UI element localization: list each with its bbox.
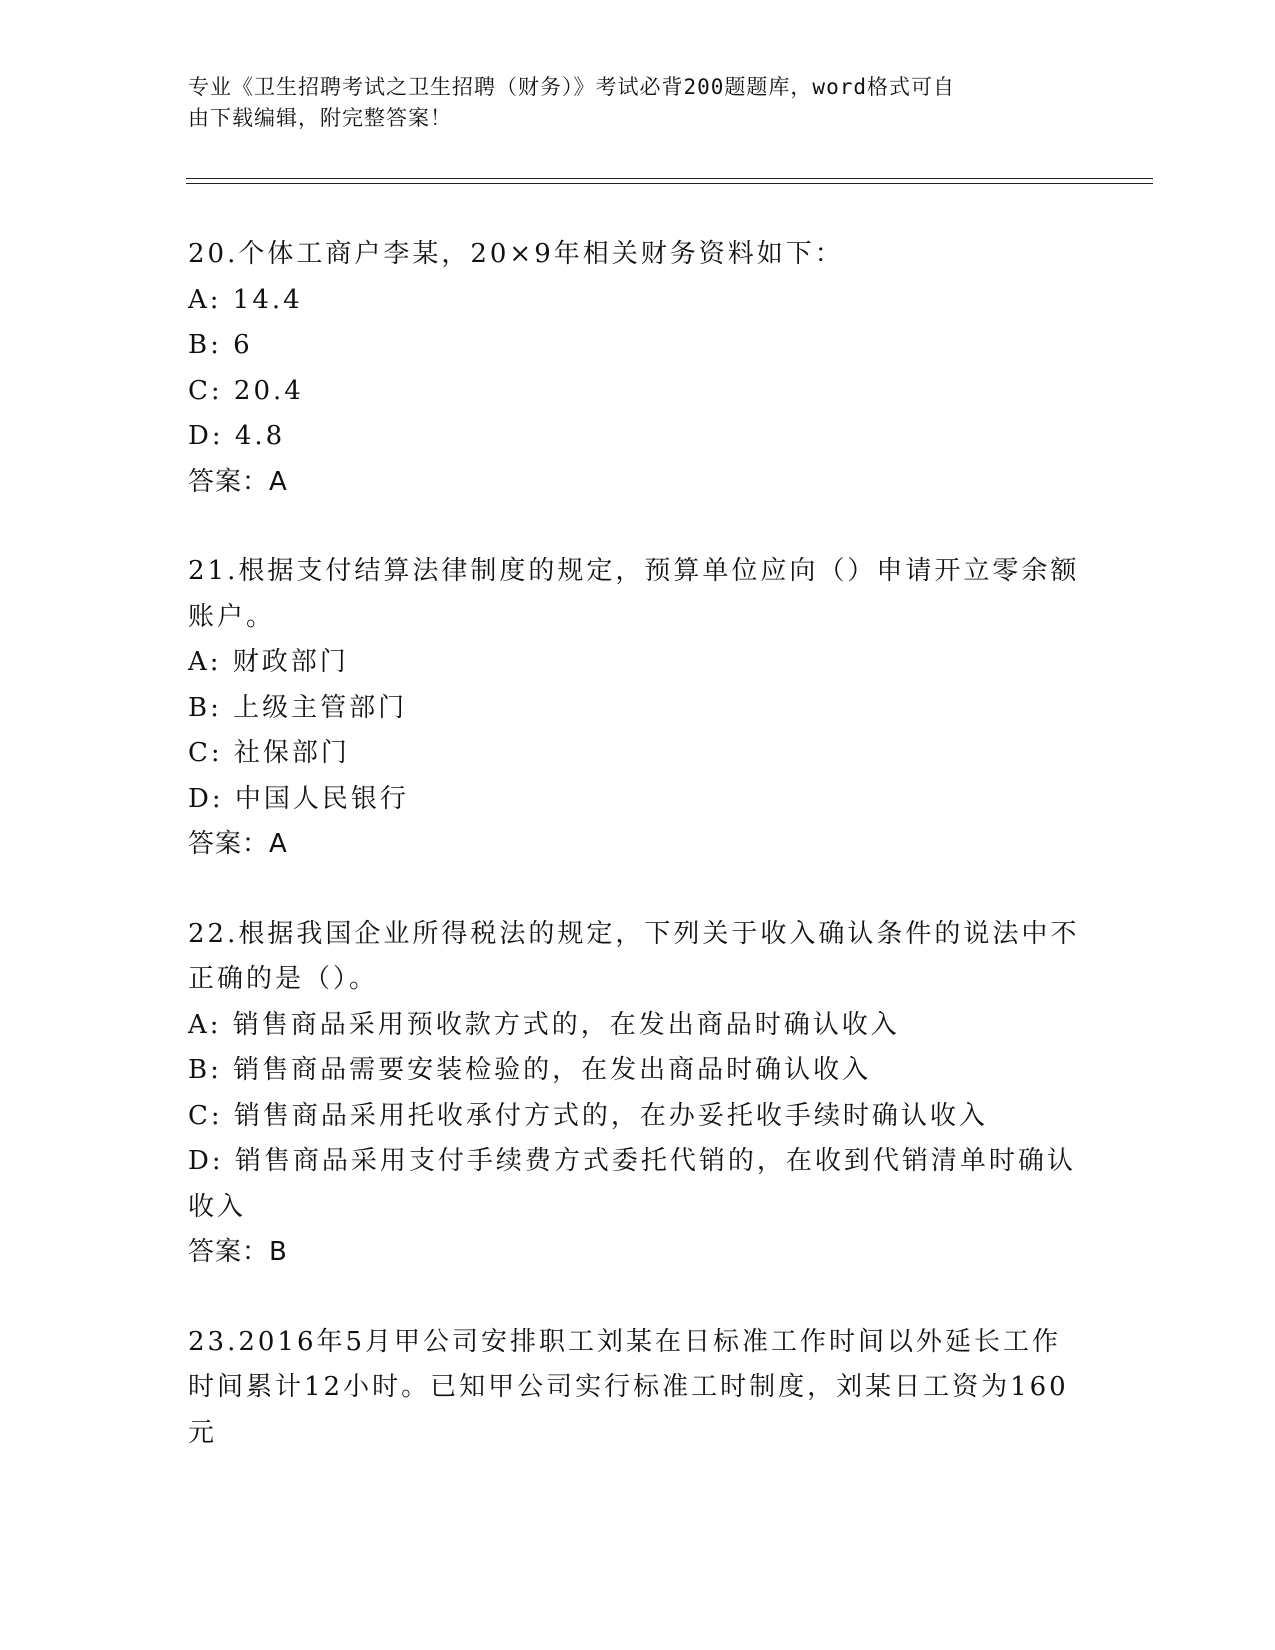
option-a: A: 14.4: [188, 284, 303, 315]
option-b: B: 6: [188, 330, 253, 360]
question-22: [188, 912, 1088, 1276]
answer-label: 答案：B: [188, 1237, 288, 1267]
header-divider-top: [186, 178, 1153, 179]
header-line-1: 专业《卫生招聘考试之卫生招聘（财务）》考试必背200题题库，word格式可自: [188, 75, 955, 99]
option-a: A: 财政部门: [188, 647, 349, 677]
question-stem: 20.个体工商户李某，20×9年相关财务资料如下：: [188, 239, 844, 269]
option-d: D: 4.8: [188, 421, 286, 451]
option-b: B: 销售商品需要安装检验的，在发出商品时确认收入: [188, 1055, 872, 1085]
question-stem: 23.2016年5月甲公司安排职工刘某在日标准工作时间以外延长工作时间累计12小时。已知甲公司实行标准工时制度，刘某日工资为160元: [188, 1326, 1069, 1448]
question-21: [188, 549, 1088, 868]
option-c: C: 20.4: [188, 375, 304, 406]
option-c: C: 社保部门: [188, 738, 350, 768]
question-23: [188, 1320, 1088, 1457]
option-d: D: 中国人民银行: [188, 783, 409, 814]
header-divider-bottom: [186, 183, 1153, 184]
document-header: [188, 72, 1068, 134]
option-d: D: 销售商品采用支付手续费方式委托代销的，在收到代销清单时确认收入: [188, 1146, 1076, 1222]
question-stem: 21.根据支付结算法律制度的规定，预算单位应向（）申请开立零余额账户。: [188, 556, 1080, 632]
question-stem: 22.根据我国企业所得税法的规定，下列关于收入确认条件的说法中不正确的是（）。: [188, 918, 1080, 994]
question-20: [188, 232, 1088, 505]
option-b: B: 上级主管部门: [188, 692, 408, 723]
option-c: C: 销售商品采用托收承付方式的，在办妥托收手续时确认收入: [188, 1100, 988, 1131]
answer-label: 答案：A: [188, 466, 288, 497]
option-a: A: 销售商品采用预收款方式的，在发出商品时确认收入: [188, 1009, 900, 1040]
answer-label: 答案：A: [188, 829, 288, 859]
question-list: [188, 232, 1088, 1500]
header-line-2: 由下载编辑，附完整答案！: [188, 106, 452, 130]
